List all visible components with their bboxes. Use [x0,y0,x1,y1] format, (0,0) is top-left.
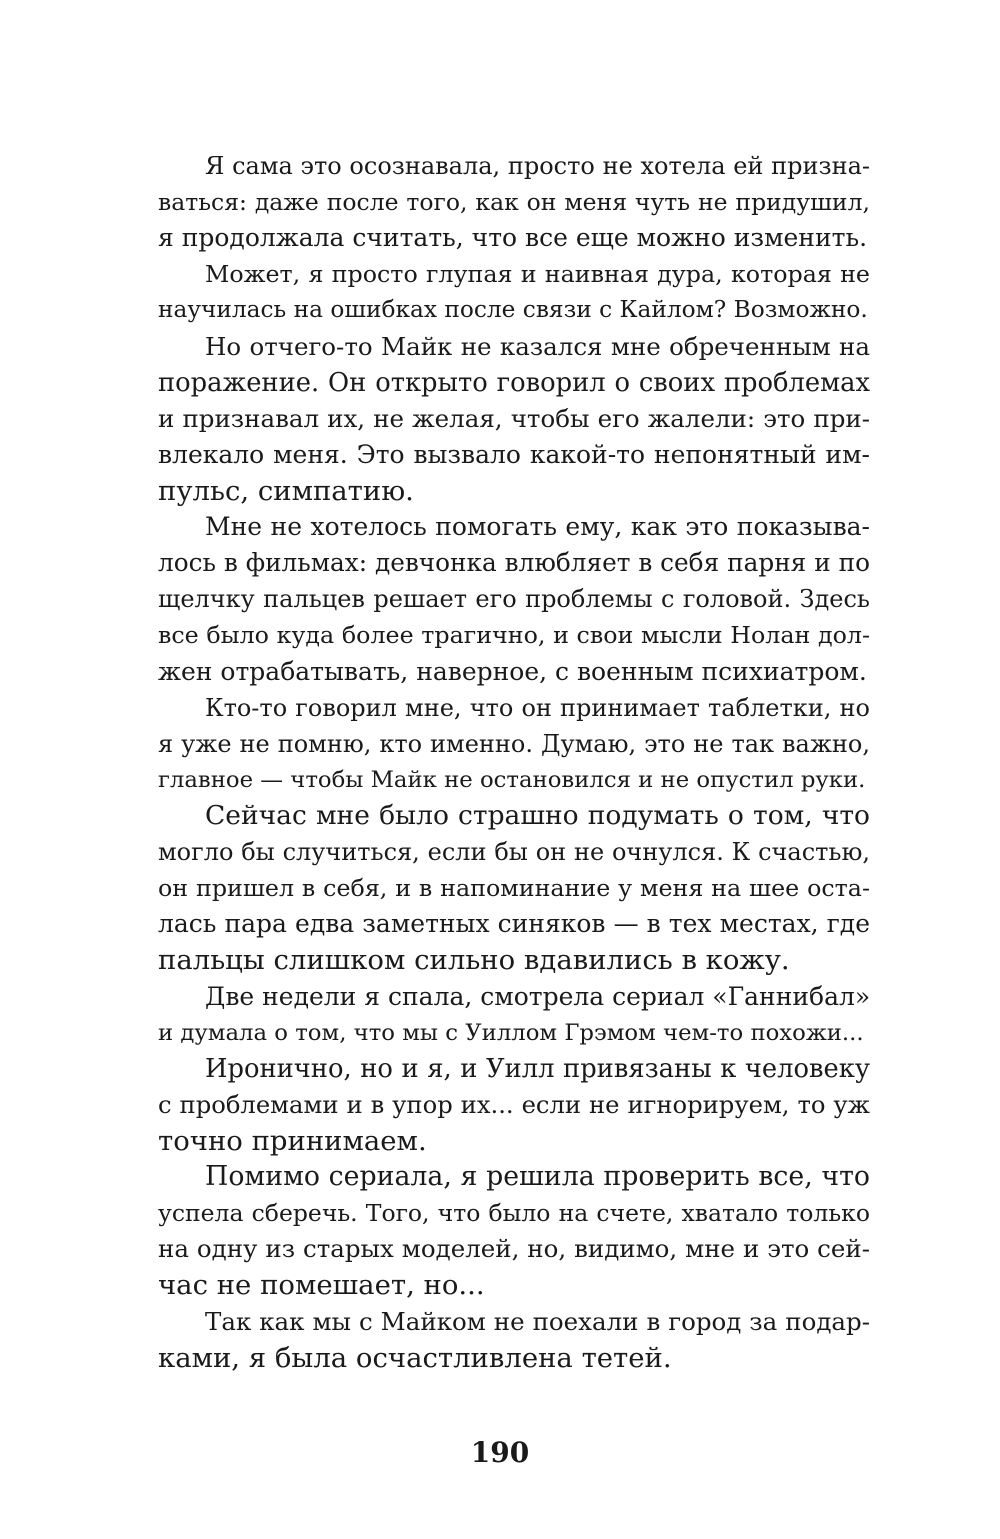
text-line: точно принимаем. [158,1124,427,1157]
text-line: пульс, симпатию. [158,474,414,507]
text-line: я продолжала считать, что все еще можно изменить. [158,223,868,253]
text-line: Но отчего-то Майк не казался мне обреченным на [205,331,870,361]
text-line: ками, я была осчастливлена тетей. [158,1341,672,1374]
text-line: влекало меня. Это вызвало какой-то непонятный им- [158,439,870,469]
text-line: лось в фильмах: девчонка влюбляет в себя парня и по [158,548,870,578]
text-line: Помимо сериала, я решила проверить все, что [205,1161,870,1193]
text-line: Иронично, но и я, и Уилл привязаны к человеку [205,1053,870,1084]
text-line: поражение. Он открыто говорил о своих проблемах [158,367,870,398]
text-line: он пришел в себя, и в напоминание у меня на шее оста- [158,874,870,903]
text-line: Две недели я спала, смотрела сериал «Ганнибал» [205,981,871,1011]
text-line: с проблемами и в упор их... если не игнорируем, то уж [158,1089,870,1119]
text-line: Кто-то говорил мне, что он принимает таблетки, но [205,693,870,722]
text-line: ваться: даже после того, как он меня чуть не придушил, [158,188,870,217]
page-number: 190 [470,1436,530,1469]
text-line: и признавал их, не желая, чтобы его жалели: это при- [158,403,870,433]
text-line: все было куда более трагично, и свои мысли Нолан дол- [158,621,870,650]
text-line: на одну из старых моделей, но, видимо, мне и это сей- [158,1234,870,1264]
text-line: Может, я просто глупая и наивная дура, которая не [205,260,870,289]
text-line: Мне не хотелось помогать ему, как это показыва- [205,512,870,542]
text-line: могло бы случиться, если бы он не очнулся. К счастью, [158,838,870,867]
text-line: жен отрабатывать, наверное, с военным психиатром. [158,656,867,686]
text-line: лась пара едва заметных синяков — в тех местах, где [158,909,870,939]
page-body [158,148,870,1376]
text-line: щелчку пальцев решает его проблемы с головой. Здесь [158,585,870,614]
text-line: Так как мы с Майком не поехали в город за подар- [205,1306,870,1336]
text-line: Я сама это осознавала, просто не хотела ей призна- [205,152,870,180]
text-line: научилась на ошибках после связи с Кайлом? Возможно. [158,296,868,324]
text-line: успела сберечь. Того, что было на счете, хватало только [158,1199,870,1228]
text-line: пальцы слишком сильно вдавились в кожу. [158,944,790,977]
text-line: час не помешает, но... [158,1269,485,1302]
text-line: я уже не помню, кто именно. Думаю, это не так важно, [158,729,870,758]
text-line: Сейчас мне было страшно подумать о том, что [205,799,870,831]
text-line: главное — чтобы Майк не остановился и не опустил руки. [158,766,866,793]
text-line: и думала о том, что мы с Уиллом Грэмом чем-то похожи... [158,1019,864,1046]
